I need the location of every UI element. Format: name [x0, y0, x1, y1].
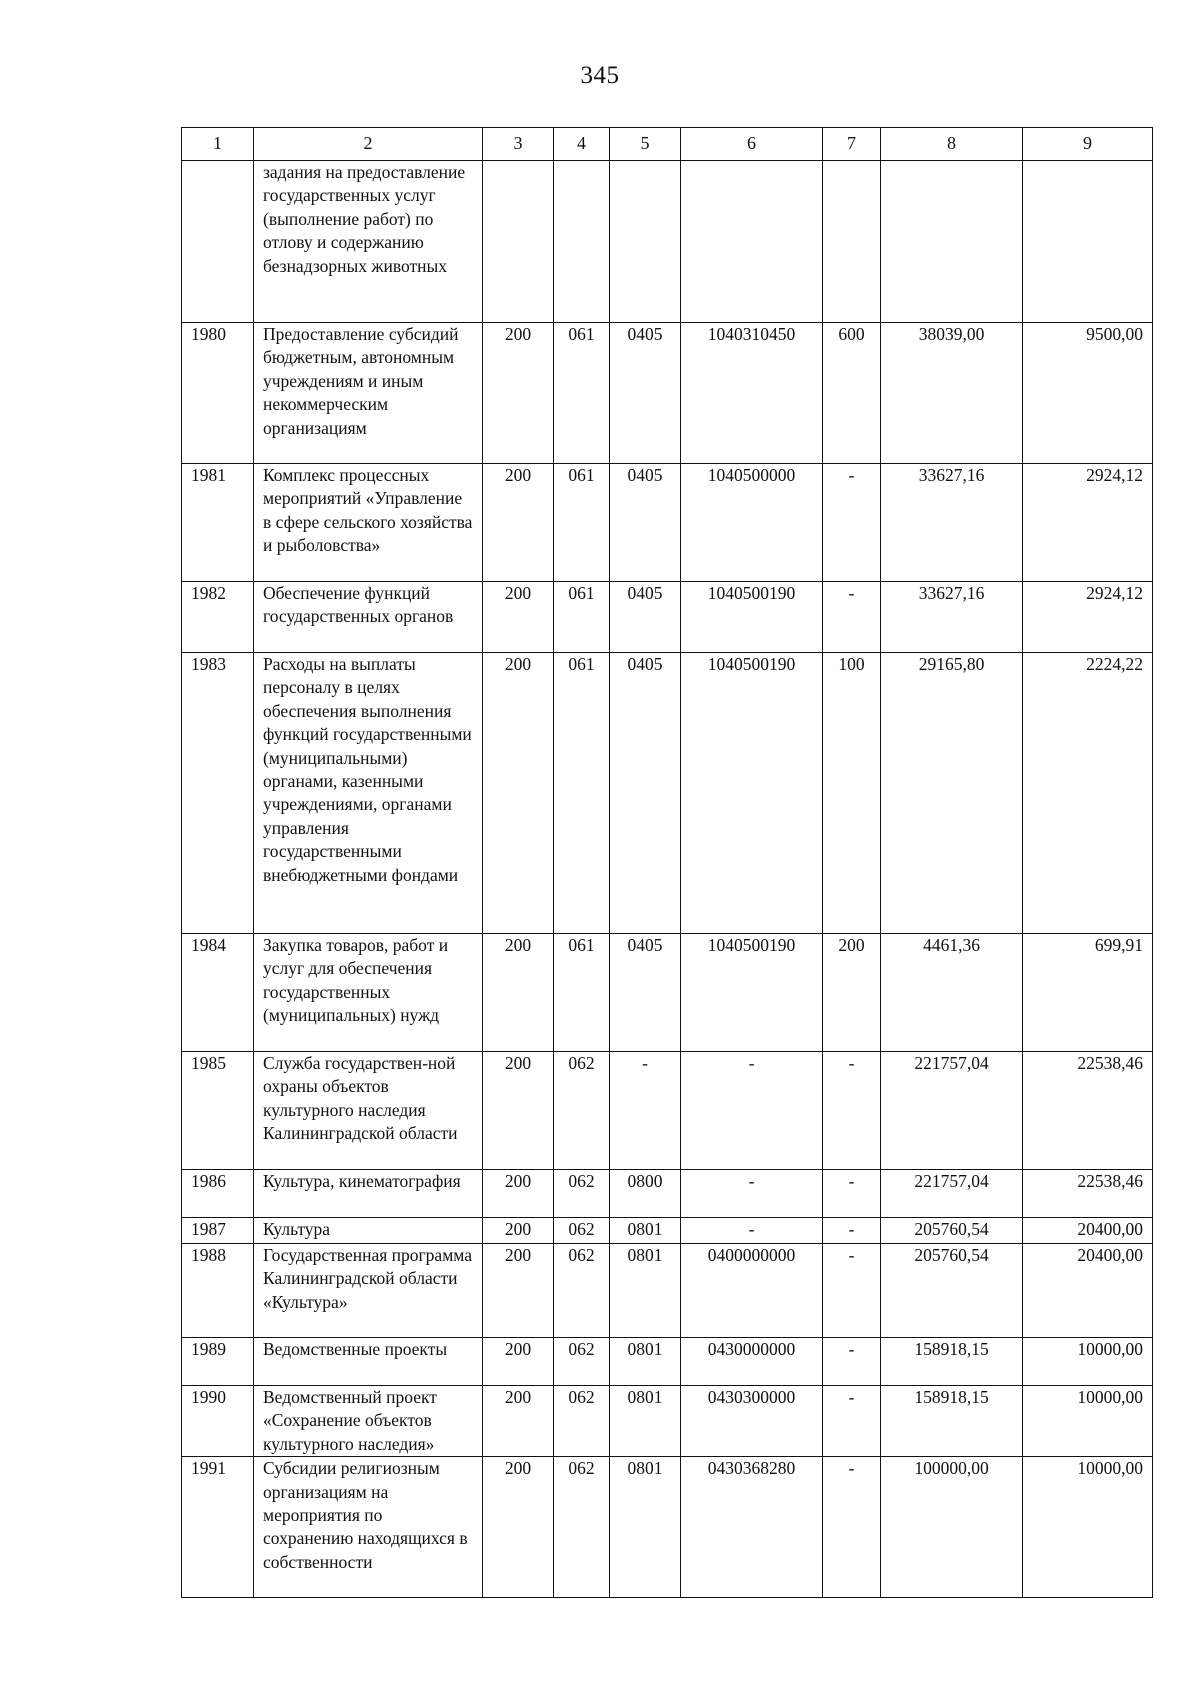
table-body	[182, 161, 1153, 1598]
row-number: 1988	[182, 1244, 254, 1338]
row-col7: -	[823, 1218, 881, 1244]
row-number: 1981	[182, 464, 254, 582]
row-col4: 062	[554, 1457, 610, 1598]
row-col8: 221757,04	[881, 1052, 1023, 1170]
column-header: 2	[254, 128, 483, 161]
row-col9: 22538,46	[1023, 1052, 1153, 1170]
row-number: 1980	[182, 323, 254, 464]
row-col5: 0801	[610, 1244, 681, 1338]
row-col6: 0430300000	[681, 1386, 823, 1457]
row-name: Служба государствен-ной охраны объектов культурного наследия Калининградской области	[254, 1052, 483, 1170]
row-col3: 200	[483, 1338, 554, 1386]
row-number: 1984	[182, 934, 254, 1052]
row-col3: 200	[483, 1218, 554, 1244]
row-col5: 0801	[610, 1457, 681, 1598]
column-header: 9	[1023, 128, 1153, 161]
row-col9: 2924,12	[1023, 464, 1153, 582]
row-col6: 1040500190	[681, 934, 823, 1052]
row-col9: 2924,12	[1023, 582, 1153, 653]
row-col3: 200	[483, 1244, 554, 1338]
row-col8: 158918,15	[881, 1338, 1023, 1386]
row-col6: 0400000000	[681, 1244, 823, 1338]
row-col6: 1040310450	[681, 323, 823, 464]
row-col4	[554, 161, 610, 323]
row-col8: 33627,16	[881, 582, 1023, 653]
row-col5	[610, 161, 681, 323]
row-name: Культура, кинематография	[254, 1170, 483, 1218]
row-col8: 29165,80	[881, 653, 1023, 934]
row-col7: -	[823, 1386, 881, 1457]
row-col4: 062	[554, 1218, 610, 1244]
table-row	[182, 1457, 1153, 1598]
row-col9: 2224,22	[1023, 653, 1153, 934]
row-col9: 10000,00	[1023, 1386, 1153, 1457]
row-col7: 200	[823, 934, 881, 1052]
row-name: задания на предоставление государственных услуг (выполнение работ) по отлову и содержанию безнадзорных животных	[254, 161, 483, 323]
row-col4: 061	[554, 653, 610, 934]
row-col3: 200	[483, 1170, 554, 1218]
row-col6: -	[681, 1218, 823, 1244]
row-col5: -	[610, 1052, 681, 1170]
row-col4: 061	[554, 582, 610, 653]
row-col4: 061	[554, 323, 610, 464]
row-col9: 20400,00	[1023, 1218, 1153, 1244]
row-col7: -	[823, 464, 881, 582]
row-number: 1982	[182, 582, 254, 653]
row-col3: 200	[483, 653, 554, 934]
row-number: 1985	[182, 1052, 254, 1170]
row-col3: 200	[483, 582, 554, 653]
row-number: 1986	[182, 1170, 254, 1218]
column-header: 1	[182, 128, 254, 161]
row-name: Предоставление субсидий бюджетным, автономным учреждениям и иным некоммерческим организациям	[254, 323, 483, 464]
row-number: 1989	[182, 1338, 254, 1386]
table-row	[182, 161, 1153, 323]
row-col8: 4461,36	[881, 934, 1023, 1052]
row-col9	[1023, 161, 1153, 323]
row-col3: 200	[483, 1386, 554, 1457]
row-name: Ведомственные проекты	[254, 1338, 483, 1386]
row-col5: 0405	[610, 464, 681, 582]
row-col4: 062	[554, 1052, 610, 1170]
row-col3: 200	[483, 934, 554, 1052]
table-row	[182, 1386, 1153, 1457]
row-col9: 10000,00	[1023, 1457, 1153, 1598]
row-col5: 0801	[610, 1218, 681, 1244]
row-name: Обеспечение функций государственных органов	[254, 582, 483, 653]
row-col9: 9500,00	[1023, 323, 1153, 464]
row-col6: 1040500000	[681, 464, 823, 582]
row-col7: -	[823, 1052, 881, 1170]
table-row	[182, 1170, 1153, 1218]
row-name: Расходы на выплаты персоналу в целях обеспечения выполнения функций государственными (муниципальными) органами, казенными учреждениями, органами управления государственными внебюджетными фондами	[254, 653, 483, 934]
row-col6: -	[681, 1170, 823, 1218]
row-col8: 221757,04	[881, 1170, 1023, 1218]
row-col4: 062	[554, 1170, 610, 1218]
row-col3: 200	[483, 1052, 554, 1170]
page-number: 345	[580, 62, 620, 89]
row-name: Государственная программа Калининградской области «Культура»	[254, 1244, 483, 1338]
row-name: Ведомственный проект «Сохранение объектов культурного наследия»	[254, 1386, 483, 1457]
table-header	[182, 128, 1153, 161]
row-col4: 062	[554, 1338, 610, 1386]
row-col9: 10000,00	[1023, 1338, 1153, 1386]
row-col6	[681, 161, 823, 323]
row-name: Закупка товаров, работ и услуг для обеспечения государственных (муниципальных) нужд	[254, 934, 483, 1052]
row-number: 1991	[182, 1457, 254, 1598]
row-col7	[823, 161, 881, 323]
row-col7: -	[823, 582, 881, 653]
row-name: Культура	[254, 1218, 483, 1244]
row-col6: -	[681, 1052, 823, 1170]
row-col8: 100000,00	[881, 1457, 1023, 1598]
row-col7: -	[823, 1244, 881, 1338]
row-col6: 0430368280	[681, 1457, 823, 1598]
row-name: Субсидии религиозным организациям на мероприятия по сохранению находящихся в собственности	[254, 1457, 483, 1598]
row-col5: 0801	[610, 1386, 681, 1457]
row-col8: 158918,15	[881, 1386, 1023, 1457]
row-col8: 205760,54	[881, 1218, 1023, 1244]
header-row	[182, 128, 1153, 161]
row-col7: 600	[823, 323, 881, 464]
row-col5: 0405	[610, 323, 681, 464]
column-header: 8	[881, 128, 1023, 161]
row-col7: -	[823, 1457, 881, 1598]
column-header: 7	[823, 128, 881, 161]
row-col4: 061	[554, 464, 610, 582]
row-col8	[881, 161, 1023, 323]
column-header: 3	[483, 128, 554, 161]
row-col5: 0801	[610, 1338, 681, 1386]
row-col5: 0405	[610, 582, 681, 653]
row-col9: 20400,00	[1023, 1244, 1153, 1338]
column-header: 6	[681, 128, 823, 161]
row-col4: 062	[554, 1244, 610, 1338]
row-col3: 200	[483, 1457, 554, 1598]
row-col6: 0430000000	[681, 1338, 823, 1386]
row-col4: 062	[554, 1386, 610, 1457]
table-row	[182, 464, 1153, 582]
row-col8: 33627,16	[881, 464, 1023, 582]
column-header: 4	[554, 128, 610, 161]
row-col6: 1040500190	[681, 653, 823, 934]
column-header: 5	[610, 128, 681, 161]
row-number	[182, 161, 254, 323]
row-number: 1987	[182, 1218, 254, 1244]
table-row	[182, 653, 1153, 934]
row-number: 1990	[182, 1386, 254, 1457]
table-row	[182, 323, 1153, 464]
row-name: Комплекс процессных мероприятий «Управление в сфере сельского хозяйства и рыболовства»	[254, 464, 483, 582]
row-col9: 699,91	[1023, 934, 1153, 1052]
row-col4: 061	[554, 934, 610, 1052]
row-col3: 200	[483, 323, 554, 464]
budget-table	[181, 127, 1153, 1598]
row-col9: 22538,46	[1023, 1170, 1153, 1218]
row-col5: 0800	[610, 1170, 681, 1218]
row-col5: 0405	[610, 653, 681, 934]
row-col6: 1040500190	[681, 582, 823, 653]
row-col3: 200	[483, 464, 554, 582]
table-row	[182, 1244, 1153, 1338]
row-col8: 38039,00	[881, 323, 1023, 464]
table-row	[182, 582, 1153, 653]
row-col3	[483, 161, 554, 323]
row-col7: -	[823, 1338, 881, 1386]
row-col7: 100	[823, 653, 881, 934]
table-row	[182, 934, 1153, 1052]
row-number: 1983	[182, 653, 254, 934]
row-col8: 205760,54	[881, 1244, 1023, 1338]
table-row	[182, 1338, 1153, 1386]
table-row	[182, 1052, 1153, 1170]
row-col7: -	[823, 1170, 881, 1218]
table-row	[182, 1218, 1153, 1244]
row-col5: 0405	[610, 934, 681, 1052]
